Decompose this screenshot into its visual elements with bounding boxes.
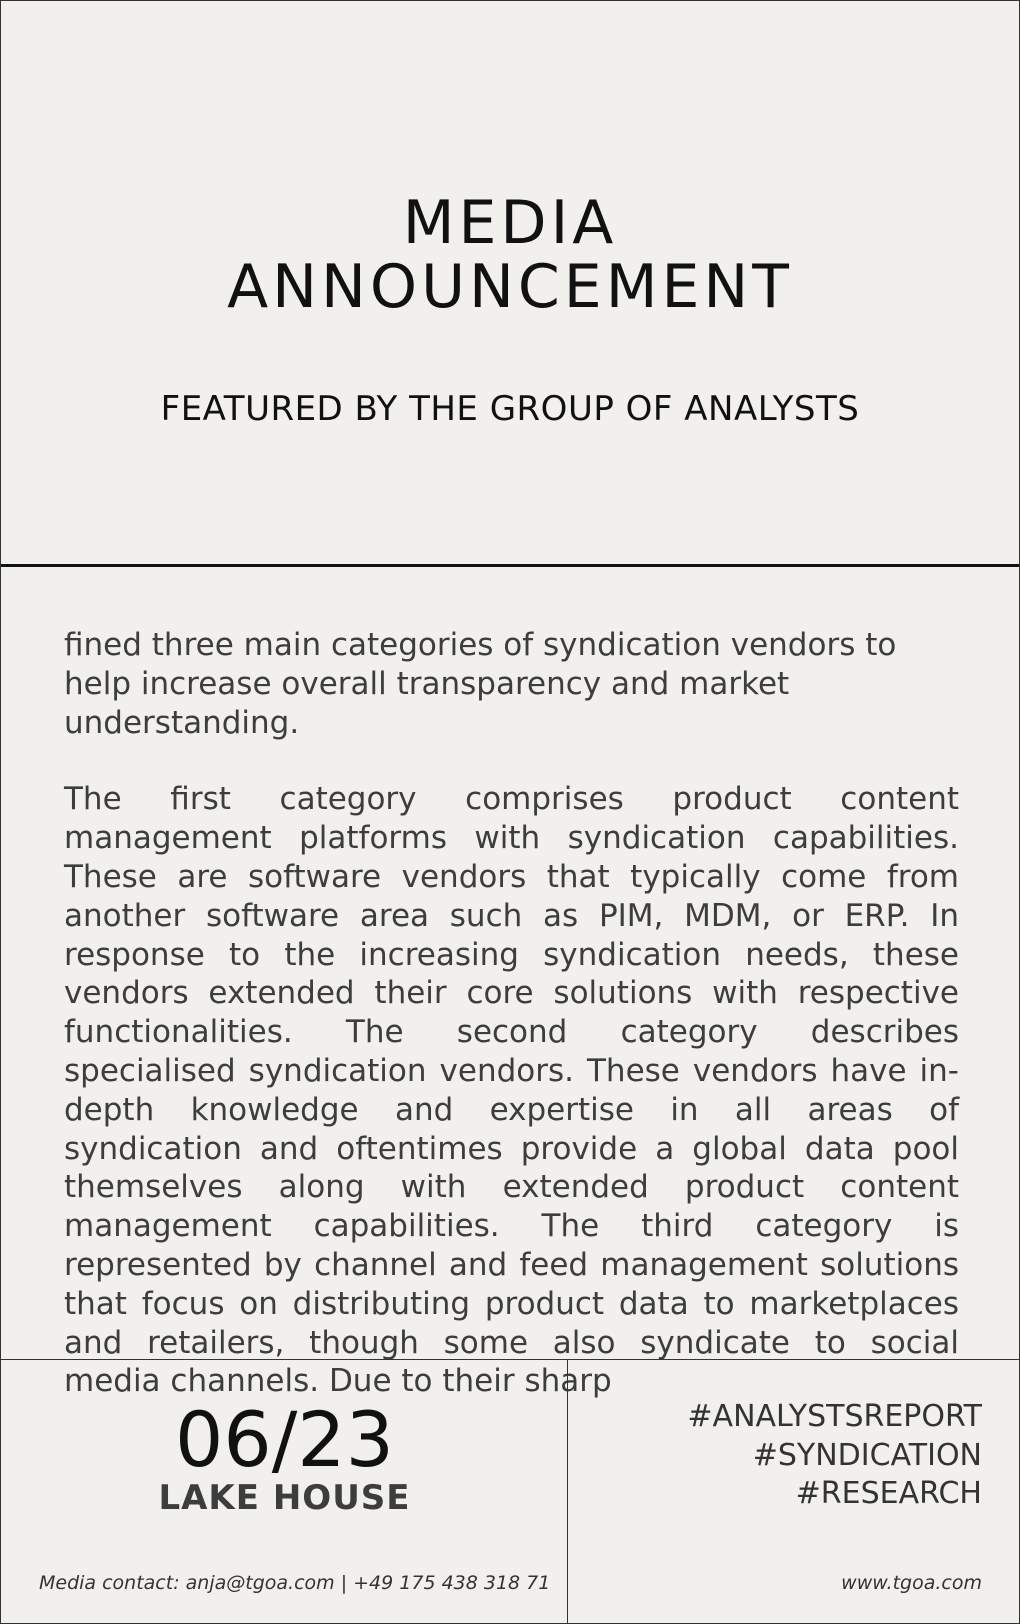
media-contact: Media contact: anja@tgoa.com | +49 175 438 318 71 xyxy=(39,1572,551,1594)
footer-section xyxy=(1,1359,1019,1623)
header-section xyxy=(1,1,1019,567)
body-paragraph-2: The first category comprises product content management platforms with syndication capabilities. These are software vendors that typically come from another software area such as PIM, MDM, or ERP. In response to the increasing syndication needs, these vendors extended their core solutions with respective functionalities. The second category describes specialised syndication vendors. These vendors have in-depth knowledge and expertise in all areas of syndication and oftentimes provide a global data pool themselves along with extended product content management capabilities. The third category is represented by channel and feed management solutions that focus on distributing product data to marketplaces and retailers, though some also syndicate to social media channels. Due to their sharp xyxy=(64,781,959,1400)
footer-left-panel xyxy=(1,1360,568,1623)
hashtag-list xyxy=(687,1398,982,1514)
body-text xyxy=(64,626,959,1439)
page-title xyxy=(1,188,1019,322)
hashtag-item: #RESEARCH xyxy=(795,1476,982,1511)
hashtag-item: #ANALYSTSREPORT xyxy=(687,1399,982,1434)
event-location: LAKE HOUSE xyxy=(158,1478,411,1518)
website-link[interactable]: www.tgoa.com xyxy=(841,1572,982,1594)
title-line-1: MEDIA xyxy=(402,188,618,258)
body-paragraph-1: fined three main categories of syndication vendors to help increase overall transparency and market understanding. xyxy=(64,627,897,741)
page-subtitle: FEATURED BY THE GROUP OF ANALYSTS xyxy=(160,389,860,429)
event-date: 06/23 xyxy=(174,1395,395,1484)
footer-right-panel xyxy=(568,1360,1019,1623)
title-line-2: ANNOUNCEMENT xyxy=(227,252,793,322)
hashtag-item: #SYNDICATION xyxy=(752,1437,982,1473)
